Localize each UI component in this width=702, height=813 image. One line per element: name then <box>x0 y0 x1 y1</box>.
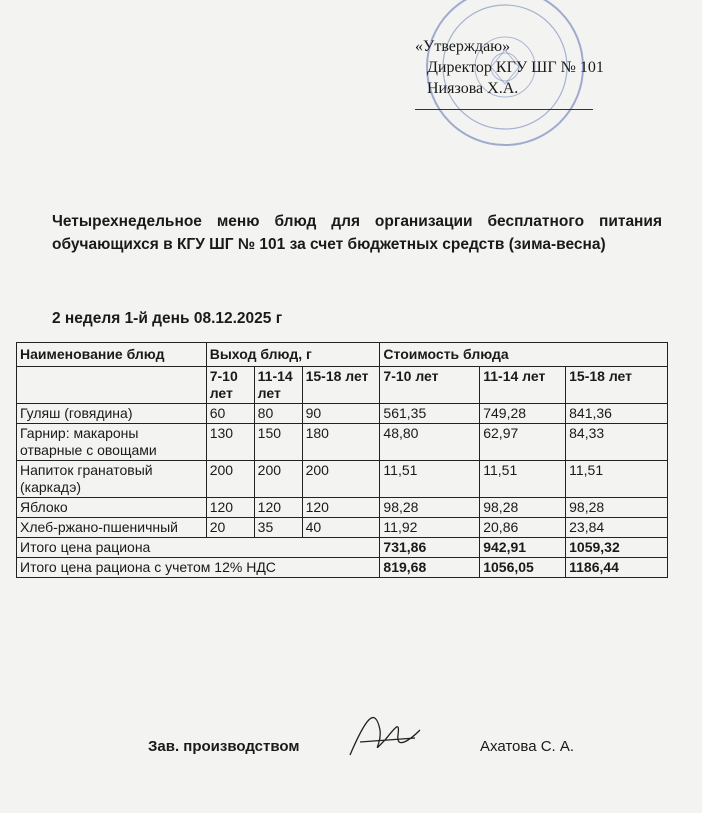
dish-name: Хлеб-ржано-пшеничный <box>17 518 207 538</box>
cost-value: 561,35 <box>380 404 480 424</box>
total-cost: 942,91 <box>480 538 566 558</box>
cost-value: 48,80 <box>380 424 480 461</box>
yield-value: 20 <box>206 518 254 538</box>
cost-value: 62,97 <box>480 424 566 461</box>
total-vat-cost: 1186,44 <box>566 558 668 578</box>
header-cost: Стоимость блюда <box>380 343 668 367</box>
menu-day-subtitle: 2 неделя 1-й день 08.12.2025 г <box>52 310 283 327</box>
table-row <box>17 404 668 424</box>
approval-label: «Утверждаю» <box>415 38 511 55</box>
cost-value: 98,28 <box>480 498 566 518</box>
yield-value: 120 <box>206 498 254 518</box>
cost-value: 11,92 <box>380 518 480 538</box>
dish-name: Напиток гранатовый (каркадэ) <box>17 461 207 498</box>
subheader-cost-15-18: 15-18 лет <box>566 367 668 404</box>
cost-value: 11,51 <box>566 461 668 498</box>
subheader-yield-15-18: 15-18 лет <box>302 367 380 404</box>
total-cost: 731,86 <box>380 538 480 558</box>
table-row <box>17 461 668 498</box>
menu-table <box>16 342 668 578</box>
yield-value: 80 <box>254 404 302 424</box>
total-vat-cost: 819,68 <box>380 558 480 578</box>
yield-value: 60 <box>206 404 254 424</box>
total-vat-row <box>17 558 668 578</box>
yield-value: 180 <box>302 424 380 461</box>
cost-value: 20,86 <box>480 518 566 538</box>
cost-value: 98,28 <box>566 498 668 518</box>
dish-name: Гарнир: макароны отварные с овощами <box>17 424 207 461</box>
footer-name: Ахатова С. А. <box>480 738 575 755</box>
footer-position: Зав. производством <box>148 738 300 755</box>
subheader-empty <box>17 367 207 404</box>
total-vat-cost: 1056,05 <box>480 558 566 578</box>
approval-name: Ниязова Х.А. <box>427 80 519 97</box>
approval-signature-line <box>415 101 593 110</box>
dish-name: Гуляш (говядина) <box>17 404 207 424</box>
header-dish: Наименование блюд <box>17 343 207 367</box>
subheader-yield-11-14: 11-14 лет <box>254 367 302 404</box>
subheader-cost-7-10: 7-10 лет <box>380 367 480 404</box>
yield-value: 130 <box>206 424 254 461</box>
total-label: Итого цена рациона <box>17 538 380 558</box>
cost-value: 23,84 <box>566 518 668 538</box>
total-cost: 1059,32 <box>566 538 668 558</box>
table-subheader-row <box>17 367 668 404</box>
cost-value: 98,28 <box>380 498 480 518</box>
approval-position: Директор КГУ ШГ № 101 <box>427 59 604 76</box>
approval-block <box>415 36 604 110</box>
yield-value: 120 <box>254 498 302 518</box>
cost-value: 84,33 <box>566 424 668 461</box>
cost-value: 11,51 <box>380 461 480 498</box>
handwritten-signature <box>340 700 430 770</box>
title-line-1: Четырехнедельное меню блюд для организации бесплатного питания <box>52 213 662 230</box>
yield-value: 150 <box>254 424 302 461</box>
title-line-2: обучающихся в КГУ ШГ № 101 за счет бюджетных средств (зима-весна) <box>52 236 606 253</box>
yield-value: 200 <box>302 461 380 498</box>
subheader-cost-11-14: 11-14 лет <box>480 367 566 404</box>
yield-value: 40 <box>302 518 380 538</box>
dish-name: Яблоко <box>17 498 207 518</box>
table-row <box>17 518 668 538</box>
document-title <box>52 210 662 256</box>
yield-value: 200 <box>206 461 254 498</box>
table-row <box>17 498 668 518</box>
total-row <box>17 538 668 558</box>
table-header-row <box>17 343 668 367</box>
yield-value: 90 <box>302 404 380 424</box>
cost-value: 11,51 <box>480 461 566 498</box>
header-yield: Выход блюд, г <box>206 343 380 367</box>
yield-value: 200 <box>254 461 302 498</box>
yield-value: 120 <box>302 498 380 518</box>
table-row <box>17 424 668 461</box>
cost-value: 841,36 <box>566 404 668 424</box>
yield-value: 35 <box>254 518 302 538</box>
cost-value: 749,28 <box>480 404 566 424</box>
total-vat-label: Итого цена рациона с учетом 12% НДС <box>17 558 380 578</box>
subheader-yield-7-10: 7-10 лет <box>206 367 254 404</box>
